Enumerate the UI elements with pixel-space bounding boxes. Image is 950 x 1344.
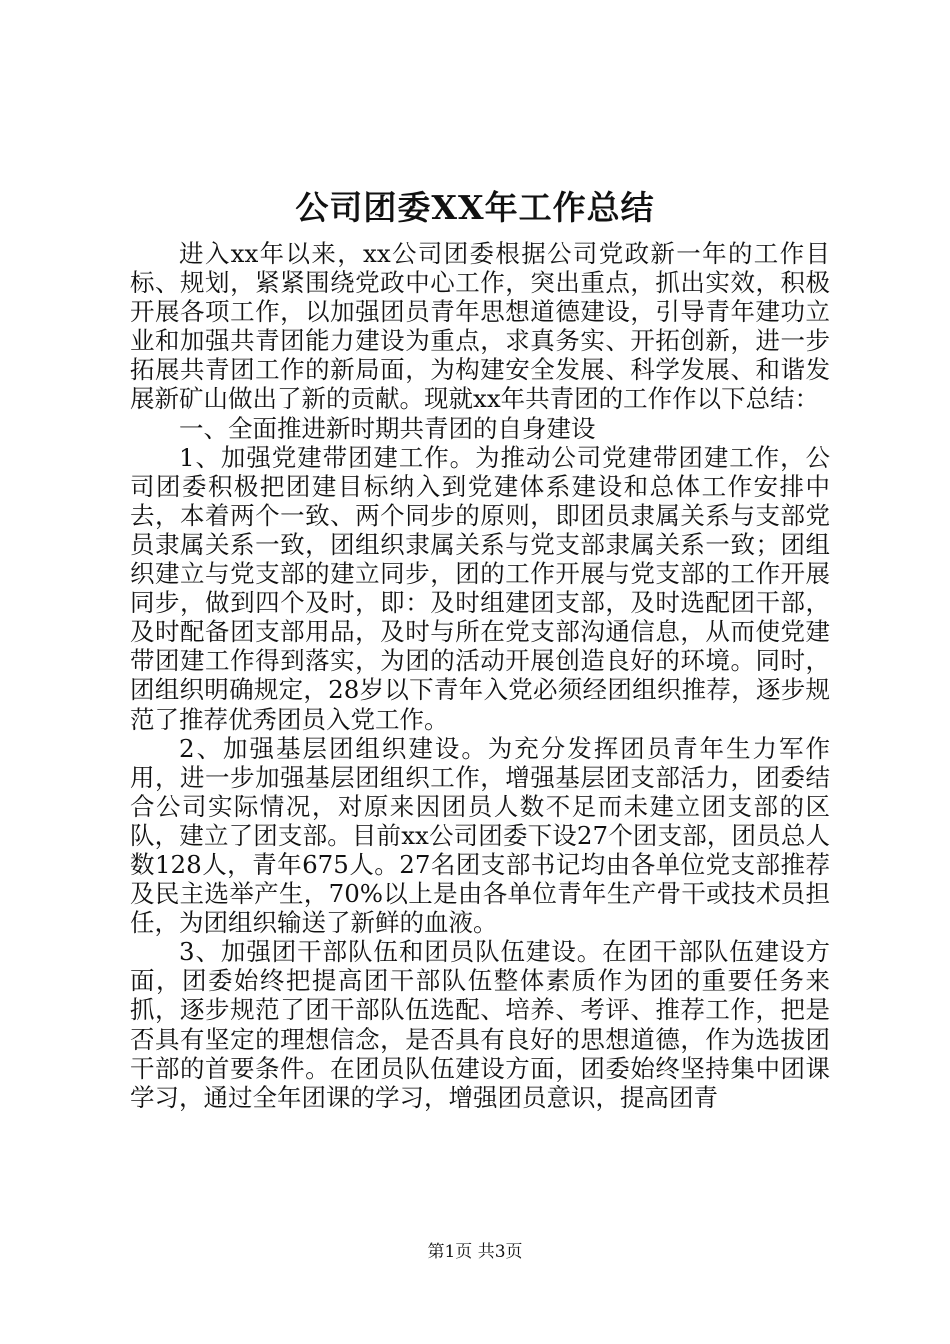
section-heading-1: 一、全面推进新时期共青团的自身建设 — [179, 413, 596, 443]
paragraph-item-3: 3、加强团干部队伍和团员队伍建设。在团干部队伍建设方面，团委始终把提高团干部队伍整体素质作为团的重要任务来抓，逐步规范了团干部队伍选配、培养、考评、推荐工作，把是否具有坚定的理想信念，是否具有良好的思想道德，作为选拔团干部的首要条件。在团员队伍建设方面，团委始终坚持集中团课学习，通过全年团课的学习，增强团员意识，提高团青 — [130, 937, 830, 1112]
page-number-footer: 第1页 共3页 — [427, 1242, 523, 1262]
paragraph-intro: 进入xx年以来，xx公司团委根据公司党政新一年的工作目标、规划，紧紧围绕党政中心工作，突出重点，抓出实效，积极开展各项工作，以加强团员青年思想道德建设，引导青年建功立业和加强共青团能力建设为重点，求真务实、开拓创新，进一步拓展共青团工作的新局面，为构建安全发展、科学发展、和谐发展新矿山做出了新的贡献。现就xx年共青团的工作作以下总结： — [130, 239, 830, 414]
paragraph-item-1: 1、加强党建带团建工作。为推动公司党建带团建工作，公司团委积极把团建目标纳入到党建体系建设和总体工作安排中去，本着两个一致、两个同步的原则，即团员隶属关系与支部党员隶属关系一致，团组织隶属关系与党支部隶属关系一致；团组织建立与党支部的建立同步，团的工作开展与党支部的工作开展同步，做到四个及时，即：及时组建团支部，及时选配团干部，及时配备团支部用品，及时与所在党支部沟通信息，从而使党建带团建工作得到落实，为团的活动开展创造良好的环境。同时，团组织明确规定，28岁以下青年入党必须经团组织推荐，逐步规范了推荐优秀团员入党工作。 — [130, 442, 830, 734]
document-body — [130, 239, 830, 1112]
paragraph-item-2: 2、加强基层团组织建设。为充分发挥团员青年生力军作用，进一步加强基层团组织工作，增强基层团支部活力，团委结合公司实际情况，对原来因团员人数不足而未建立团支部的区队，建立了团支部。目前xx公司团委下设27个团支部，团员总人数128人，青年675人。27名团支部书记均由各单位党支部推荐及民主选举产生，70%以上是由各单位青年生产骨干或技术员担任，为团组织输送了新鲜的血液。 — [130, 733, 830, 938]
document-title: 公司团委XX年工作总结 — [295, 188, 655, 227]
